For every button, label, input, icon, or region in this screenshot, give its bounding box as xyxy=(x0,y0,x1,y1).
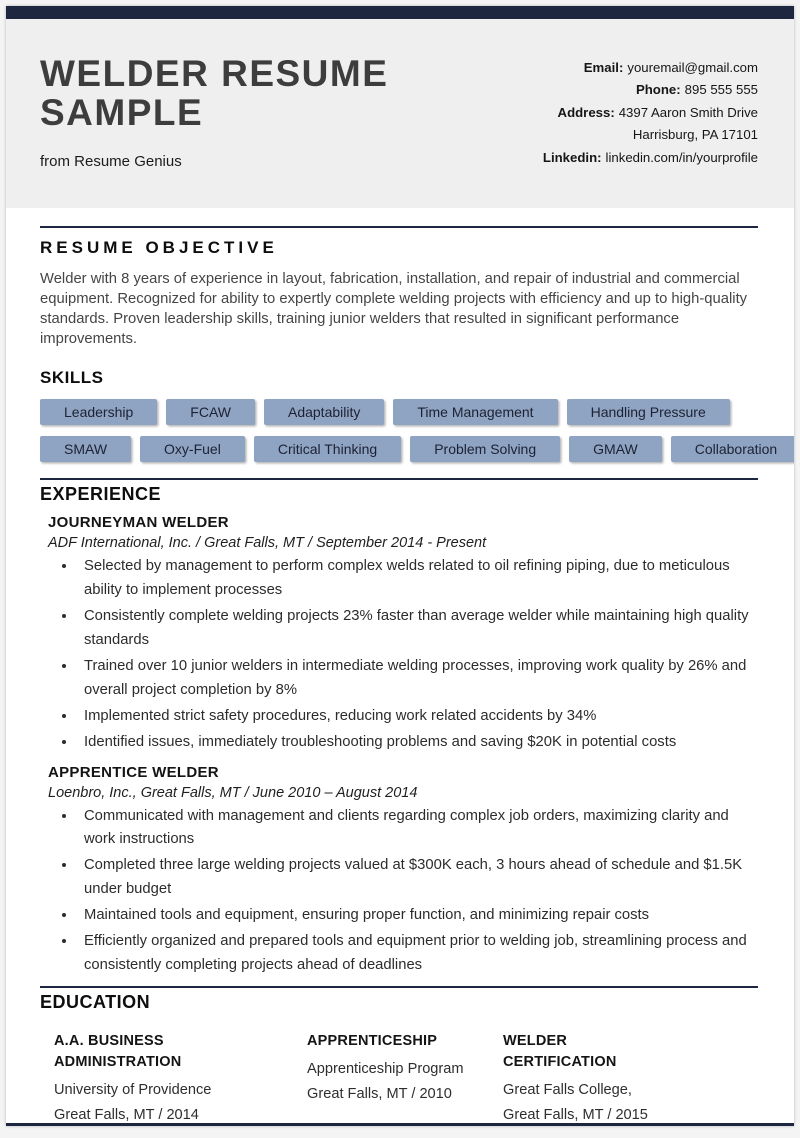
contact-linkedin-line xyxy=(543,147,758,169)
header-left xyxy=(40,55,543,170)
contact-phone-line xyxy=(543,79,758,101)
contact-address-line2 xyxy=(543,124,758,146)
skill-chip: Oxy-Fuel xyxy=(140,436,245,462)
bullet-item: • Identified issues, immediately troubleshooting problems and saving $20K in potential costs xyxy=(77,731,758,755)
contact-info xyxy=(543,55,758,169)
education-location-date: Great Falls, MT / 2015 xyxy=(503,1107,648,1124)
skill-chip: SMAW xyxy=(40,436,131,462)
skill-chip: Leadership xyxy=(40,399,157,425)
education-school: University of Providence xyxy=(54,1082,212,1099)
education-school: Great Falls College, xyxy=(503,1082,632,1099)
resume-body xyxy=(6,208,794,1124)
bullet-item: • Selected by management to perform complex welds related to oil refining piping, due to meticulous ability to implement processes xyxy=(77,555,758,603)
objective-section xyxy=(40,226,758,350)
experience-divider xyxy=(40,478,758,480)
skill-chip: Handling Pressure xyxy=(567,399,730,425)
education-degree: APPRENTICESHIP xyxy=(307,1033,438,1050)
job-entry xyxy=(48,764,758,979)
skill-chip: GMAW xyxy=(569,436,662,462)
job-bullet-list xyxy=(48,805,758,979)
bullet-item: • Implemented strict safety procedures, reducing work related accidents by 34% xyxy=(77,705,758,729)
education-divider xyxy=(40,986,758,988)
contact-email-value: youremail@gmail.com xyxy=(627,60,758,75)
contact-email-line xyxy=(543,57,758,79)
bullet-item: • Maintained tools and equipment, ensuring proper function, and minimizing repair costs xyxy=(77,904,758,928)
skill-chip: Adaptability xyxy=(264,399,384,425)
objective-heading: RESUME OBJECTIVE xyxy=(40,237,278,257)
skills-heading: SKILLS xyxy=(40,367,104,387)
bullet-item: • Communicated with management and clients regarding complex job orders, maximizing clarity and work instructions xyxy=(77,805,758,853)
objective-divider xyxy=(40,226,758,228)
education-heading: EDUCATION xyxy=(40,992,151,1013)
skills-row-1 xyxy=(40,399,758,425)
contact-linkedin-value: linkedin.com/in/yourprofile xyxy=(605,149,758,165)
bottom-accent-bar xyxy=(6,1123,794,1126)
contact-phone-value: 895 555 555 xyxy=(684,82,758,98)
job-entry xyxy=(48,514,758,755)
education-location-date: Great Falls, MT / 2010 xyxy=(307,1086,452,1103)
education-degree: A.A. BUSINESS ADMINISTRATION xyxy=(54,1033,182,1071)
job-meta: ADF International, Inc. / Great Falls, MT / September 2014 - Present xyxy=(48,534,487,551)
contact-linkedin-label: Linkedin: xyxy=(542,149,602,165)
education-entry xyxy=(54,1031,307,1123)
header-subtitle: from Resume Genius xyxy=(40,152,182,170)
bullet-item: • Completed three large welding projects valued at $300K each, 3 hours ahead of schedule and $1.5K under budget xyxy=(77,854,758,902)
top-accent-bar xyxy=(6,6,794,19)
skills-section xyxy=(40,367,778,462)
contact-email-label: Email: xyxy=(583,60,624,75)
education-degree: WELDER CERTIFICATION xyxy=(503,1033,617,1071)
education-entry xyxy=(503,1031,758,1123)
bullet-item: • Consistently complete welding projects 23% faster than average welder while maintaining high quality standards xyxy=(77,605,758,653)
resume-page xyxy=(6,6,794,1126)
resume-header xyxy=(6,19,794,208)
skill-chip: FCAW xyxy=(166,399,255,425)
education-location-date: Great Falls, MT / 2014 xyxy=(54,1107,199,1124)
skill-chip: Problem Solving xyxy=(410,436,560,462)
contact-phone-label: Phone: xyxy=(635,82,681,98)
job-title: APPRENTICE WELDER xyxy=(48,763,219,781)
contact-address-value: 4397 Aaron Smith Drive xyxy=(618,104,758,120)
education-entry xyxy=(307,1031,503,1123)
skill-chip: Time Management xyxy=(393,399,557,425)
objective-text: Welder with 8 years of experience in layout, fabrication, installation, and repair of industrial and commercial equipment. Recognized for ability to expertly complete welding projects with efficiency and up to high-quality standards. Proven leadership skills, training junior welders that resulted in significant performance improvements. xyxy=(40,270,748,348)
contact-address-line xyxy=(543,102,758,124)
job-meta: Loenbro, Inc., Great Falls, MT / June 2010 – August 2014 xyxy=(48,784,418,801)
education-section xyxy=(40,986,758,1123)
experience-section xyxy=(40,478,758,979)
bullet-item: • Efficiently organized and prepared tools and equipment prior to welding job, streamlining process and consistently completing projects ahead of deadlines xyxy=(77,930,758,978)
education-grid xyxy=(40,1031,758,1123)
contact-address-value2: Harrisburg, PA 17101 xyxy=(632,127,758,143)
skills-row-2 xyxy=(40,436,778,462)
contact-address-label: Address: xyxy=(557,104,615,120)
page-title: WELDER RESUME SAMPLE xyxy=(40,53,389,133)
job-bullet-list xyxy=(48,555,758,755)
experience-heading: EXPERIENCE xyxy=(40,483,162,504)
skill-chip: Collaboration xyxy=(671,436,794,462)
bullet-item: • Trained over 10 junior welders in intermediate welding processes, improving work quality by 26% and overall project completion by 8% xyxy=(77,655,758,703)
skill-chip: Critical Thinking xyxy=(254,436,401,462)
job-title: JOURNEYMAN WELDER xyxy=(48,513,229,531)
education-school: Apprenticeship Program xyxy=(307,1061,464,1078)
